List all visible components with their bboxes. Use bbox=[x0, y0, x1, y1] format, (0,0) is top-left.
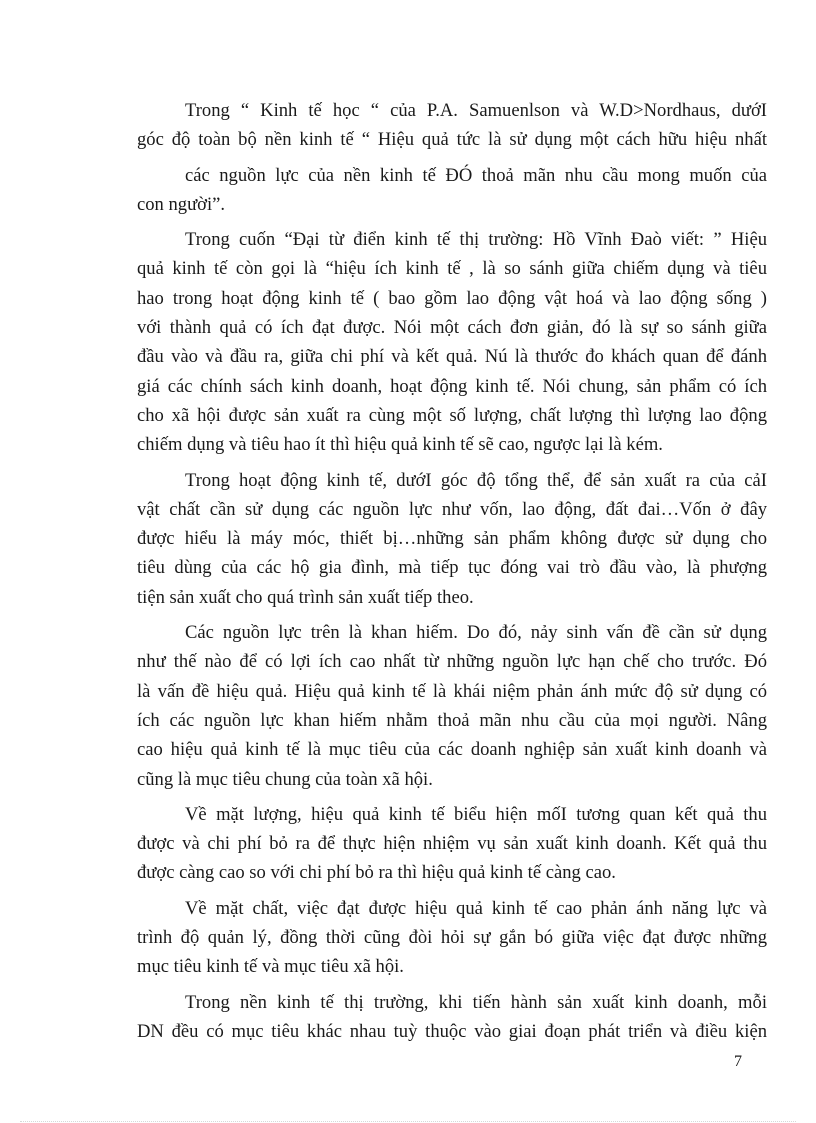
text-line: Về mặt lượng, hiệu quả kinh tế biểu hiện mốI tương quan kết quả thu bbox=[185, 803, 767, 825]
text-line: chiếm dụng và tiêu hao ít thì hiệu quả kinh tế sẽ cao, ngược lại là kém. bbox=[137, 434, 663, 456]
text-line: cao hiệu quả kinh tế là mục tiêu của các doanh nghiệp sản xuất kinh doanh và bbox=[137, 739, 767, 761]
text-line: Về mặt chất, việc đạt được hiệu quả kinh tế cao phản ánh năng lực và bbox=[185, 897, 767, 919]
text-line: Trong hoạt động kinh tế, dướI góc độ tổng thể, để sản xuất ra của cảI bbox=[185, 469, 767, 491]
text-line: hao trong hoạt động kinh tế ( bao gồm lao động vật hoá và lao động sống ) bbox=[137, 287, 767, 309]
body-text bbox=[137, 96, 767, 1052]
text-line: quả kinh tế còn gọi là “hiệu ích kinh tế , là so sánh giữa chiếm dụng và tiêu bbox=[137, 258, 767, 280]
text-line: được càng cao so với chi phí bỏ ra thì hiệu quả kinh tế càng cao. bbox=[137, 862, 616, 884]
paragraph-5 bbox=[137, 800, 767, 888]
text-line: Các nguồn lực trên là khan hiếm. Do đó, nảy sinh vấn đề cần sử dụng bbox=[185, 622, 767, 644]
text-line: tiêu dùng của các hộ gia đình, mà tiếp tục đóng vai trò đầu vào, là phượng bbox=[137, 557, 767, 579]
text-line: vật chất cần sử dụng các nguồn lực như vốn, lao động, đất đai…Vốn ở đây bbox=[137, 498, 767, 520]
text-line: Trong cuốn “Đại từ điển kinh tế thị trường: Hồ Vĩnh Đaò viết: ” Hiệu bbox=[185, 229, 767, 251]
text-line: cho xã hội được sản xuất ra cùng một số lượng, chất lượng thì lượng lao động bbox=[137, 404, 767, 426]
text-line: cũng là mục tiêu chung của toàn xã hội. bbox=[137, 768, 433, 790]
text-line: góc độ toàn bộ nền kinh tế “ Hiệu quả tức là sử dụng một cách hữu hiệu nhất bbox=[137, 129, 767, 151]
paragraph-3 bbox=[137, 466, 767, 612]
paragraph-7 bbox=[137, 988, 767, 1047]
text-line: trình độ quản lý, đồng thời cũng đòi hỏi sự gắn bó giữa việc đạt được những bbox=[137, 927, 767, 949]
text-line: các nguồn lực của nền kinh tế ĐÓ thoả mãn nhu cầu mong muốn của bbox=[185, 164, 767, 186]
text-line: tiện sản xuất cho quá trình sản xuất tiếp theo. bbox=[137, 586, 474, 608]
text-line: Trong nền kinh tế thị trường, khi tiến hành sản xuất kinh doanh, mỗi bbox=[185, 991, 767, 1013]
text-line: đầu vào và đầu ra, giữa chi phí và kết quả. Nú là thước đo khách quan để đánh bbox=[137, 346, 767, 368]
paragraph-2 bbox=[137, 225, 767, 459]
paragraph-4 bbox=[137, 618, 767, 794]
text-line: với thành quả có ích đạt được. Nói một cách đơn giản, đó là sự so sánh giữa bbox=[137, 317, 767, 339]
text-line: như thế nào để có lợi ích cao nhất từ những nguồn lực hạn chế cho trước. Đó bbox=[137, 651, 767, 673]
text-line: là vấn đề hiệu quả. Hiệu quả kinh tế là khái niệm phản ánh mức độ sử dụng có bbox=[137, 680, 767, 702]
page-number: 7 bbox=[734, 1053, 742, 1070]
text-line: ích các nguồn lực khan hiếm nhằm thoả mãn nhu cầu của mọi người. Nâng bbox=[137, 709, 767, 731]
page-bottom-divider bbox=[20, 1121, 796, 1122]
text-line: con người”. bbox=[137, 193, 226, 215]
text-line: Trong “ Kinh tế học “ của P.A. Samuenlson và W.D>Nordhaus, dướI bbox=[185, 100, 767, 121]
paragraph-6 bbox=[137, 894, 767, 982]
paragraph-1 bbox=[137, 96, 767, 219]
text-line: mục tiêu kinh tế và mục tiêu xã hội. bbox=[137, 956, 404, 978]
text-line: giá các chính sách kinh doanh, hoạt động kinh tế. Nói chung, sản phẩm có ích bbox=[137, 375, 767, 397]
text-line: được và chi phí bỏ ra để thực hiện nhiệm vụ sản xuất kinh doanh. Kết quả thu bbox=[137, 833, 767, 855]
text-line: DN đều có mục tiêu khác nhau tuỳ thuộc vào giai đoạn phát triển và điều kiện bbox=[137, 1020, 767, 1042]
text-line: được hiểu là máy móc, thiết bị…những sản phẩm không được sử dụng cho bbox=[137, 528, 767, 550]
